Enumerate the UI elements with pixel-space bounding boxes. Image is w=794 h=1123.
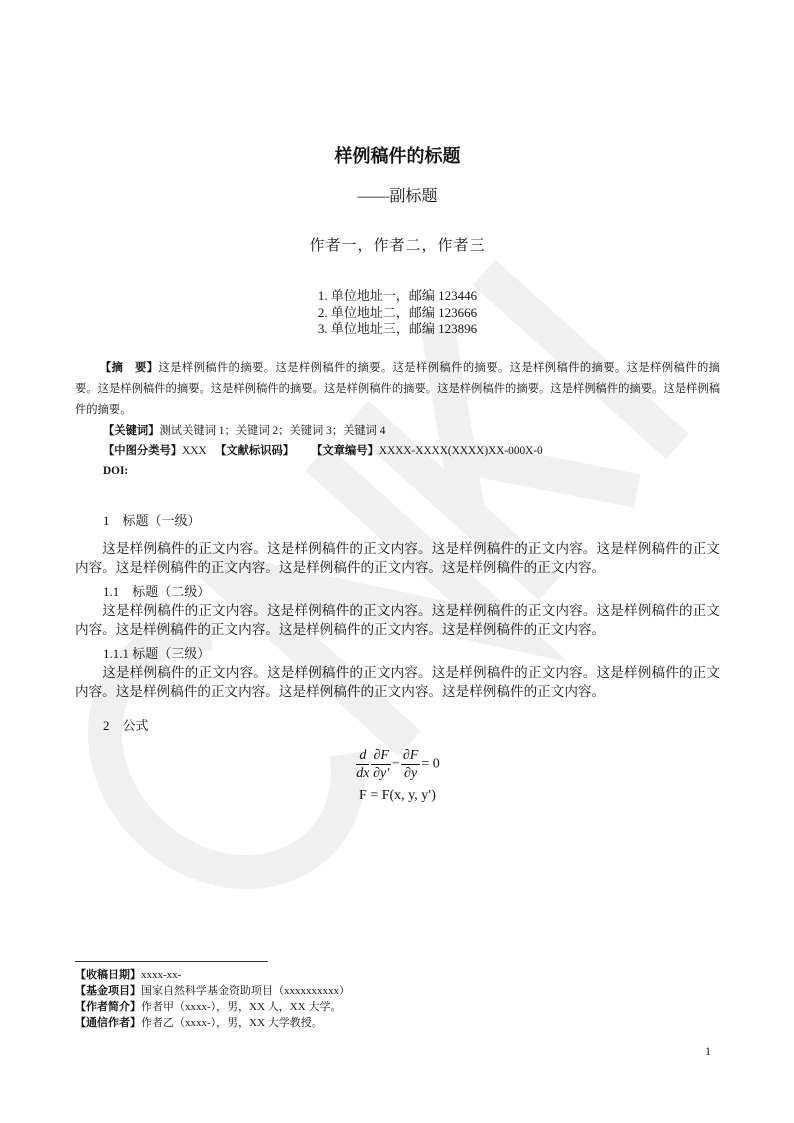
footnote-label: 【收稿日期】 bbox=[75, 968, 141, 981]
section-heading: 1.1 标题（二级） bbox=[103, 583, 211, 599]
authors: 作者一，作者二，作者三 bbox=[309, 238, 486, 254]
doi-label: DOI: bbox=[103, 464, 129, 477]
section-heading: 1 标题（一级） bbox=[103, 512, 201, 528]
footnote-label: 【基金项目】 bbox=[75, 984, 141, 997]
footnote-label: 【作者简介】 bbox=[75, 1000, 141, 1013]
eq-den: dx bbox=[356, 765, 370, 781]
affiliations bbox=[75, 288, 720, 338]
eq-num: d bbox=[356, 747, 369, 765]
equations bbox=[75, 747, 720, 806]
abstract bbox=[75, 357, 720, 421]
keywords-text: 测试关键词 1；关键词 2；关键词 3；关键词 4 bbox=[159, 424, 386, 437]
footnote bbox=[75, 999, 350, 1015]
equation-2: F = F(x, y, y′) bbox=[359, 787, 436, 803]
keywords-label: 【关键词】 bbox=[103, 423, 160, 437]
footnotes bbox=[75, 967, 350, 1031]
eq-den: ∂y′ bbox=[373, 765, 390, 781]
section-heading: 2 公式 bbox=[103, 717, 149, 733]
body-paragraph: 这是样例稿件的正文内容。这是样例稿件的正文内容。这是样例稿件的正文内容。这是样例稿件的正文内容。这是样例稿件的正文内容。这是样例稿件的正文内容。这是样例稿件的正文内容。 bbox=[75, 540, 720, 575]
article-no: XXXX-XXXX(XXXX)XX-000X-0 bbox=[378, 444, 543, 457]
doc-code-label: 【文献标识码】 bbox=[215, 443, 295, 457]
page-number: 1 bbox=[705, 1044, 711, 1058]
footnote-label: 【通信作者】 bbox=[75, 1016, 141, 1029]
eq-num: ∂F bbox=[402, 747, 419, 763]
eq-rhs: = 0 bbox=[421, 756, 440, 772]
footnote bbox=[75, 1015, 350, 1031]
footnote-text: xxxx-xx- bbox=[141, 969, 182, 981]
keywords bbox=[75, 421, 720, 441]
article-no-label: 【文章编号】 bbox=[311, 443, 379, 457]
affiliation: 2. 单位地址二，邮编 123666 bbox=[317, 304, 478, 320]
section-heading: 1.1.1 标题（三级） bbox=[103, 645, 211, 661]
clc-label: 【中图分类号】 bbox=[103, 443, 183, 457]
footnote-text: 作者乙（xxxx-），男，XX 大学教授。 bbox=[141, 1017, 323, 1029]
footnote bbox=[75, 967, 350, 983]
abstract-label: 【摘 要】 bbox=[99, 360, 159, 374]
equation-1 bbox=[75, 747, 720, 782]
body-paragraph: 这是样例稿件的正文内容。这是样例稿件的正文内容。这是样例稿件的正文内容。这是样例稿件的正文内容。这是样例稿件的正文内容。这是样例稿件的正文内容。这是样例稿件的正文内容。 bbox=[75, 664, 720, 699]
footnote-text: 作者甲（xxxx-），男，XX 人，XX 大学。 bbox=[141, 1001, 342, 1013]
footnote bbox=[75, 983, 350, 999]
classification bbox=[75, 441, 720, 461]
affiliation: 1. 单位地址一，邮编 123446 bbox=[317, 288, 478, 303]
eq-den: ∂y bbox=[404, 765, 418, 781]
body-paragraph: 这是样例稿件的正文内容。这是样例稿件的正文内容。这是样例稿件的正文内容。这是样例稿件的正文内容。这是样例稿件的正文内容。这是样例稿件的正文内容。这是样例稿件的正文内容。 bbox=[75, 602, 720, 637]
abstract-text: 这是样例稿件的摘要。这是样例稿件的摘要。这是样例稿件的摘要。这是样例稿件的摘要。这是样例稿件的摘要。这是样例稿件的摘要。这是样例稿件的摘要。这是样例稿件的摘要。这是样例稿件的摘要。这是样例稿件的摘要。这是样例稿件的摘要。 bbox=[75, 361, 720, 416]
clc-value: XXX bbox=[182, 444, 207, 457]
footnote-divider bbox=[75, 961, 268, 962]
paper-title: 样例稿件的标题 bbox=[334, 146, 461, 167]
eq-minus: − bbox=[391, 756, 400, 772]
footnote-text: 国家自然科学基金资助项目（xxxxxxxxxx） bbox=[141, 985, 350, 997]
paper-body bbox=[0, 145, 794, 806]
affiliation: 3. 单位地址三，邮编 123896 bbox=[317, 321, 478, 336]
paper-subtitle: ——副标题 bbox=[357, 188, 438, 205]
eq-num: ∂F bbox=[373, 747, 389, 763]
